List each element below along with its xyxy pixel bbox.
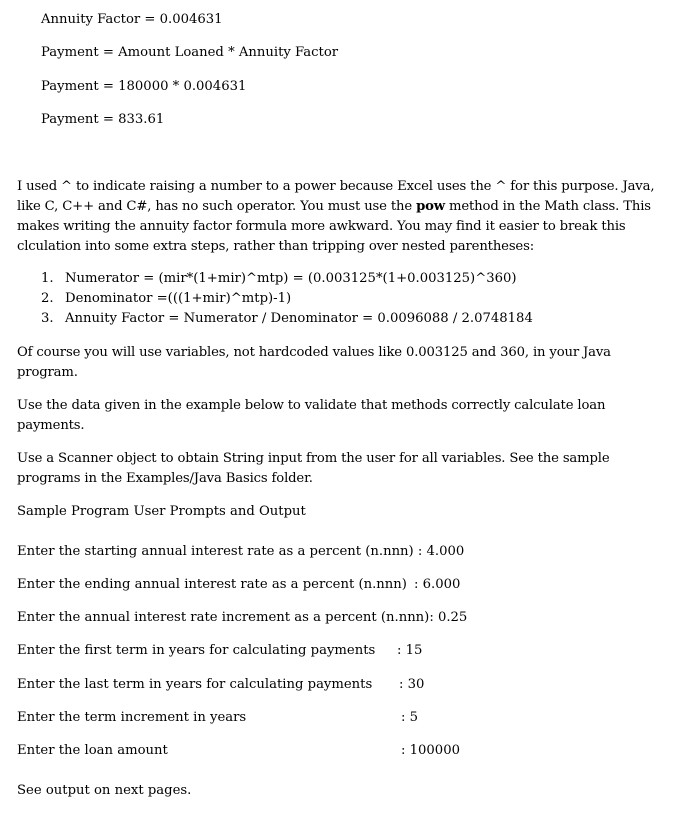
prompt-rate-increment: Enter the annual interest rate increment as a percent (n.nnn): 0.25: [17, 610, 468, 625]
payment-values-line: Payment = 180000 * 0.004631: [41, 79, 247, 94]
list-item: [17, 309, 533, 329]
step-number: 3.: [41, 311, 54, 326]
prompt-term-increment: Enter the term increment in years: [17, 710, 247, 725]
step-number: 2.: [41, 291, 54, 306]
prompt-last-term-value: : 30: [399, 677, 425, 692]
prompt-end-rate: Enter the ending annual interest rate as a percent (n.nnn): [17, 577, 407, 592]
validate-paragraph: Use the data given in the example below to validate that methods correctly calculate loan payments.: [17, 398, 606, 433]
step-number: 1.: [41, 271, 54, 286]
prompt-loan-amount-value: : 100000: [401, 743, 460, 758]
steps-list: [17, 269, 533, 329]
list-item: [17, 289, 533, 309]
step-text: Annuity Factor = Numerator / Denominator = 0.0096088 / 2.0748184: [65, 311, 533, 326]
payment-formula-line: Payment = Amount Loaned * Annuity Factor: [41, 45, 339, 60]
intro-text-1: I used ^ to indicate raising a number to a power because Excel uses the ^ for this purpose. Java, like C, C++ and C#, has no such operator. You must use the: [17, 179, 655, 214]
prompt-last-term: Enter the last term in years for calculating payments: [17, 677, 373, 692]
sample-heading: Sample Program User Prompts and Output: [17, 504, 306, 519]
step-text: Numerator = (mir*(1+mir)^mtp) = (0.003125*(1+0.003125)^360): [65, 271, 517, 286]
prompt-end-rate-value: : 6.000: [414, 577, 461, 592]
prompt-first-term-value: : 15: [397, 643, 423, 658]
scanner-paragraph: Use a Scanner object to obtain String input from the user for all variables. See the sample programs in the Examples/Java Basics folder.: [17, 451, 610, 486]
prompt-first-term: Enter the first term in years for calculating payments: [17, 643, 376, 658]
payment-result-line: Payment = 833.61: [41, 112, 165, 127]
annuity-factor-line: Annuity Factor = 0.004631: [41, 12, 223, 27]
intro-paragraph: [17, 177, 662, 257]
prompt-term-increment-value: : 5: [401, 710, 419, 725]
prompt-start-rate: Enter the starting annual interest rate as a percent (n.nnn) : 4.000: [17, 544, 465, 559]
list-item: [17, 269, 533, 289]
intro-text-2: method in the Math class. This makes writing the annuity factor formula more awkward. You may find it easier to break this clculation into some extra steps, rather than tripping over nested parentheses:: [17, 199, 651, 254]
pow-keyword: pow: [416, 199, 445, 214]
step-text: Denominator =(((1+mir)^mtp)-1): [65, 291, 292, 306]
footer-note: See output on next pages.: [17, 783, 192, 798]
variables-paragraph: Of course you will use variables, not hardcoded values like 0.003125 and 360, in your Java program.: [17, 345, 611, 380]
prompt-loan-amount: Enter the loan amount: [17, 743, 168, 758]
